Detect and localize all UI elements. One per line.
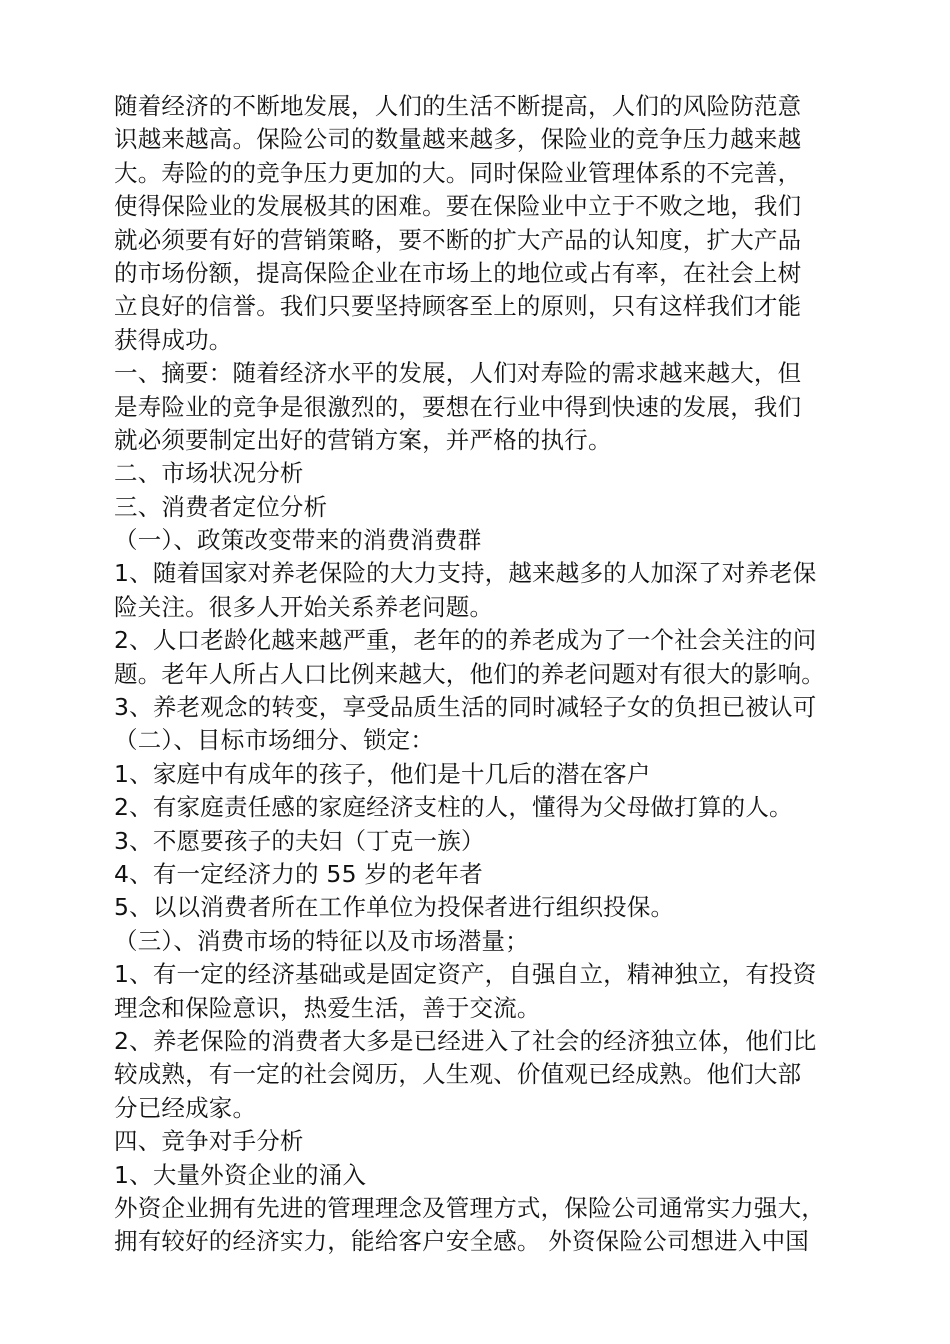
list-item-line: 4、有一定经济力的 55 岁的老年者 <box>114 859 483 888</box>
subsection-heading: （二）、目标市场细分、锁定： <box>114 726 435 755</box>
list-item-line: 3、养老观念的转变，享受品质生活的同时减轻子女的负担已被认可 <box>114 693 817 722</box>
paragraph-line: 就必须要有好的营销策略，要不断的扩大产品的认知度，扩大产品 <box>114 225 802 254</box>
list-item-line: 险关注。很多人开始关系养老问题。 <box>114 592 494 621</box>
subsection-heading: （三）、消费市场的特征以及市场潜量； <box>114 926 529 955</box>
paragraph-line: 大。寿险的的竞争压力更加的大。同时保险业管理体系的不完善， <box>114 158 802 187</box>
list-item-line: 分已经成家。 <box>114 1093 257 1122</box>
list-item-line: 2、有家庭责任感的家庭经济支柱的人，懂得为父母做打算的人。 <box>114 793 793 822</box>
section-heading: 三、消费者定位分析 <box>114 492 328 521</box>
list-item-line: 1、大量外资企业的涌入 <box>114 1160 367 1189</box>
document-body <box>114 90 836 1259</box>
list-item-line: 2、养老保险的消费者大多是已经进入了社会的经济独立体，他们比 <box>114 1026 817 1055</box>
list-item-line: 2、人口老龄化越来越严重，老年的的养老成为了一个社会关注的问 <box>114 626 817 655</box>
paragraph-line: 使得保险业的发展极其的困难。要在保险业中立于不败之地，我们 <box>114 192 802 221</box>
section-heading: 二、市场状况分析 <box>114 459 304 488</box>
paragraph-line: 拥有较好的经济实力，能给客户安全感。 外资保险公司想进入中国 <box>114 1227 809 1256</box>
list-item-line: 题。老年人所占人口比例来越大，他们的养老问题对有很大的影响。 <box>114 659 825 688</box>
list-item-line: 1、随着国家对养老保险的大力支持，越来越多的人加深了对养老保 <box>114 559 817 588</box>
list-item-line: 理念和保险意识，热爱生活，善于交流。 <box>114 993 541 1022</box>
paragraph-line: 获得成功。 <box>114 325 233 354</box>
paragraph-line: 外资企业拥有先进的管理理念及管理方式，保险公司通常实力强大， <box>114 1193 825 1222</box>
list-item-line: 1、有一定的经济基础或是固定资产，自强自立，精神独立，有投资 <box>114 960 817 989</box>
list-item-line: 5、以以消费者所在工作单位为投保者进行组织投保。 <box>114 893 675 922</box>
summary-line: 就必须要制定出好的营销方案，并严格的执行。 <box>114 425 612 454</box>
paragraph-line: 随着经济的不断地发展，人们的生活不断提高，人们的风险防范意 <box>114 92 802 120</box>
paragraph-line: 立良好的信誉。我们只要坚持顾客至上的原则，只有这样我们才能 <box>114 292 802 321</box>
list-item-line: 3、不愿要孩子的夫妇（丁克一族） <box>114 826 485 855</box>
summary-line: 是寿险业的竞争是很激烈的，要想在行业中得到快速的发展，我们 <box>114 392 802 421</box>
paragraph-line: 的市场份额，提高保险企业在市场上的地位或占有率，在社会上树 <box>114 258 802 287</box>
list-item-line: 1、家庭中有成年的孩子，他们是十几后的潜在客户 <box>114 759 651 788</box>
list-item-line: 较成熟，有一定的社会阅历，人生观、价值观已经成熟。他们大部 <box>114 1060 802 1089</box>
subsection-heading: （一）、政策改变带来的消费消费群 <box>114 526 482 555</box>
paragraph-line: 识越来越高。保险公司的数量越来越多，保险业的竞争压力越来越 <box>114 125 802 154</box>
summary-line: 一、摘要：随着经济水平的发展，人们对寿险的需求越来越大，但 <box>114 359 802 388</box>
section-heading: 四、竞争对手分析 <box>114 1127 304 1156</box>
